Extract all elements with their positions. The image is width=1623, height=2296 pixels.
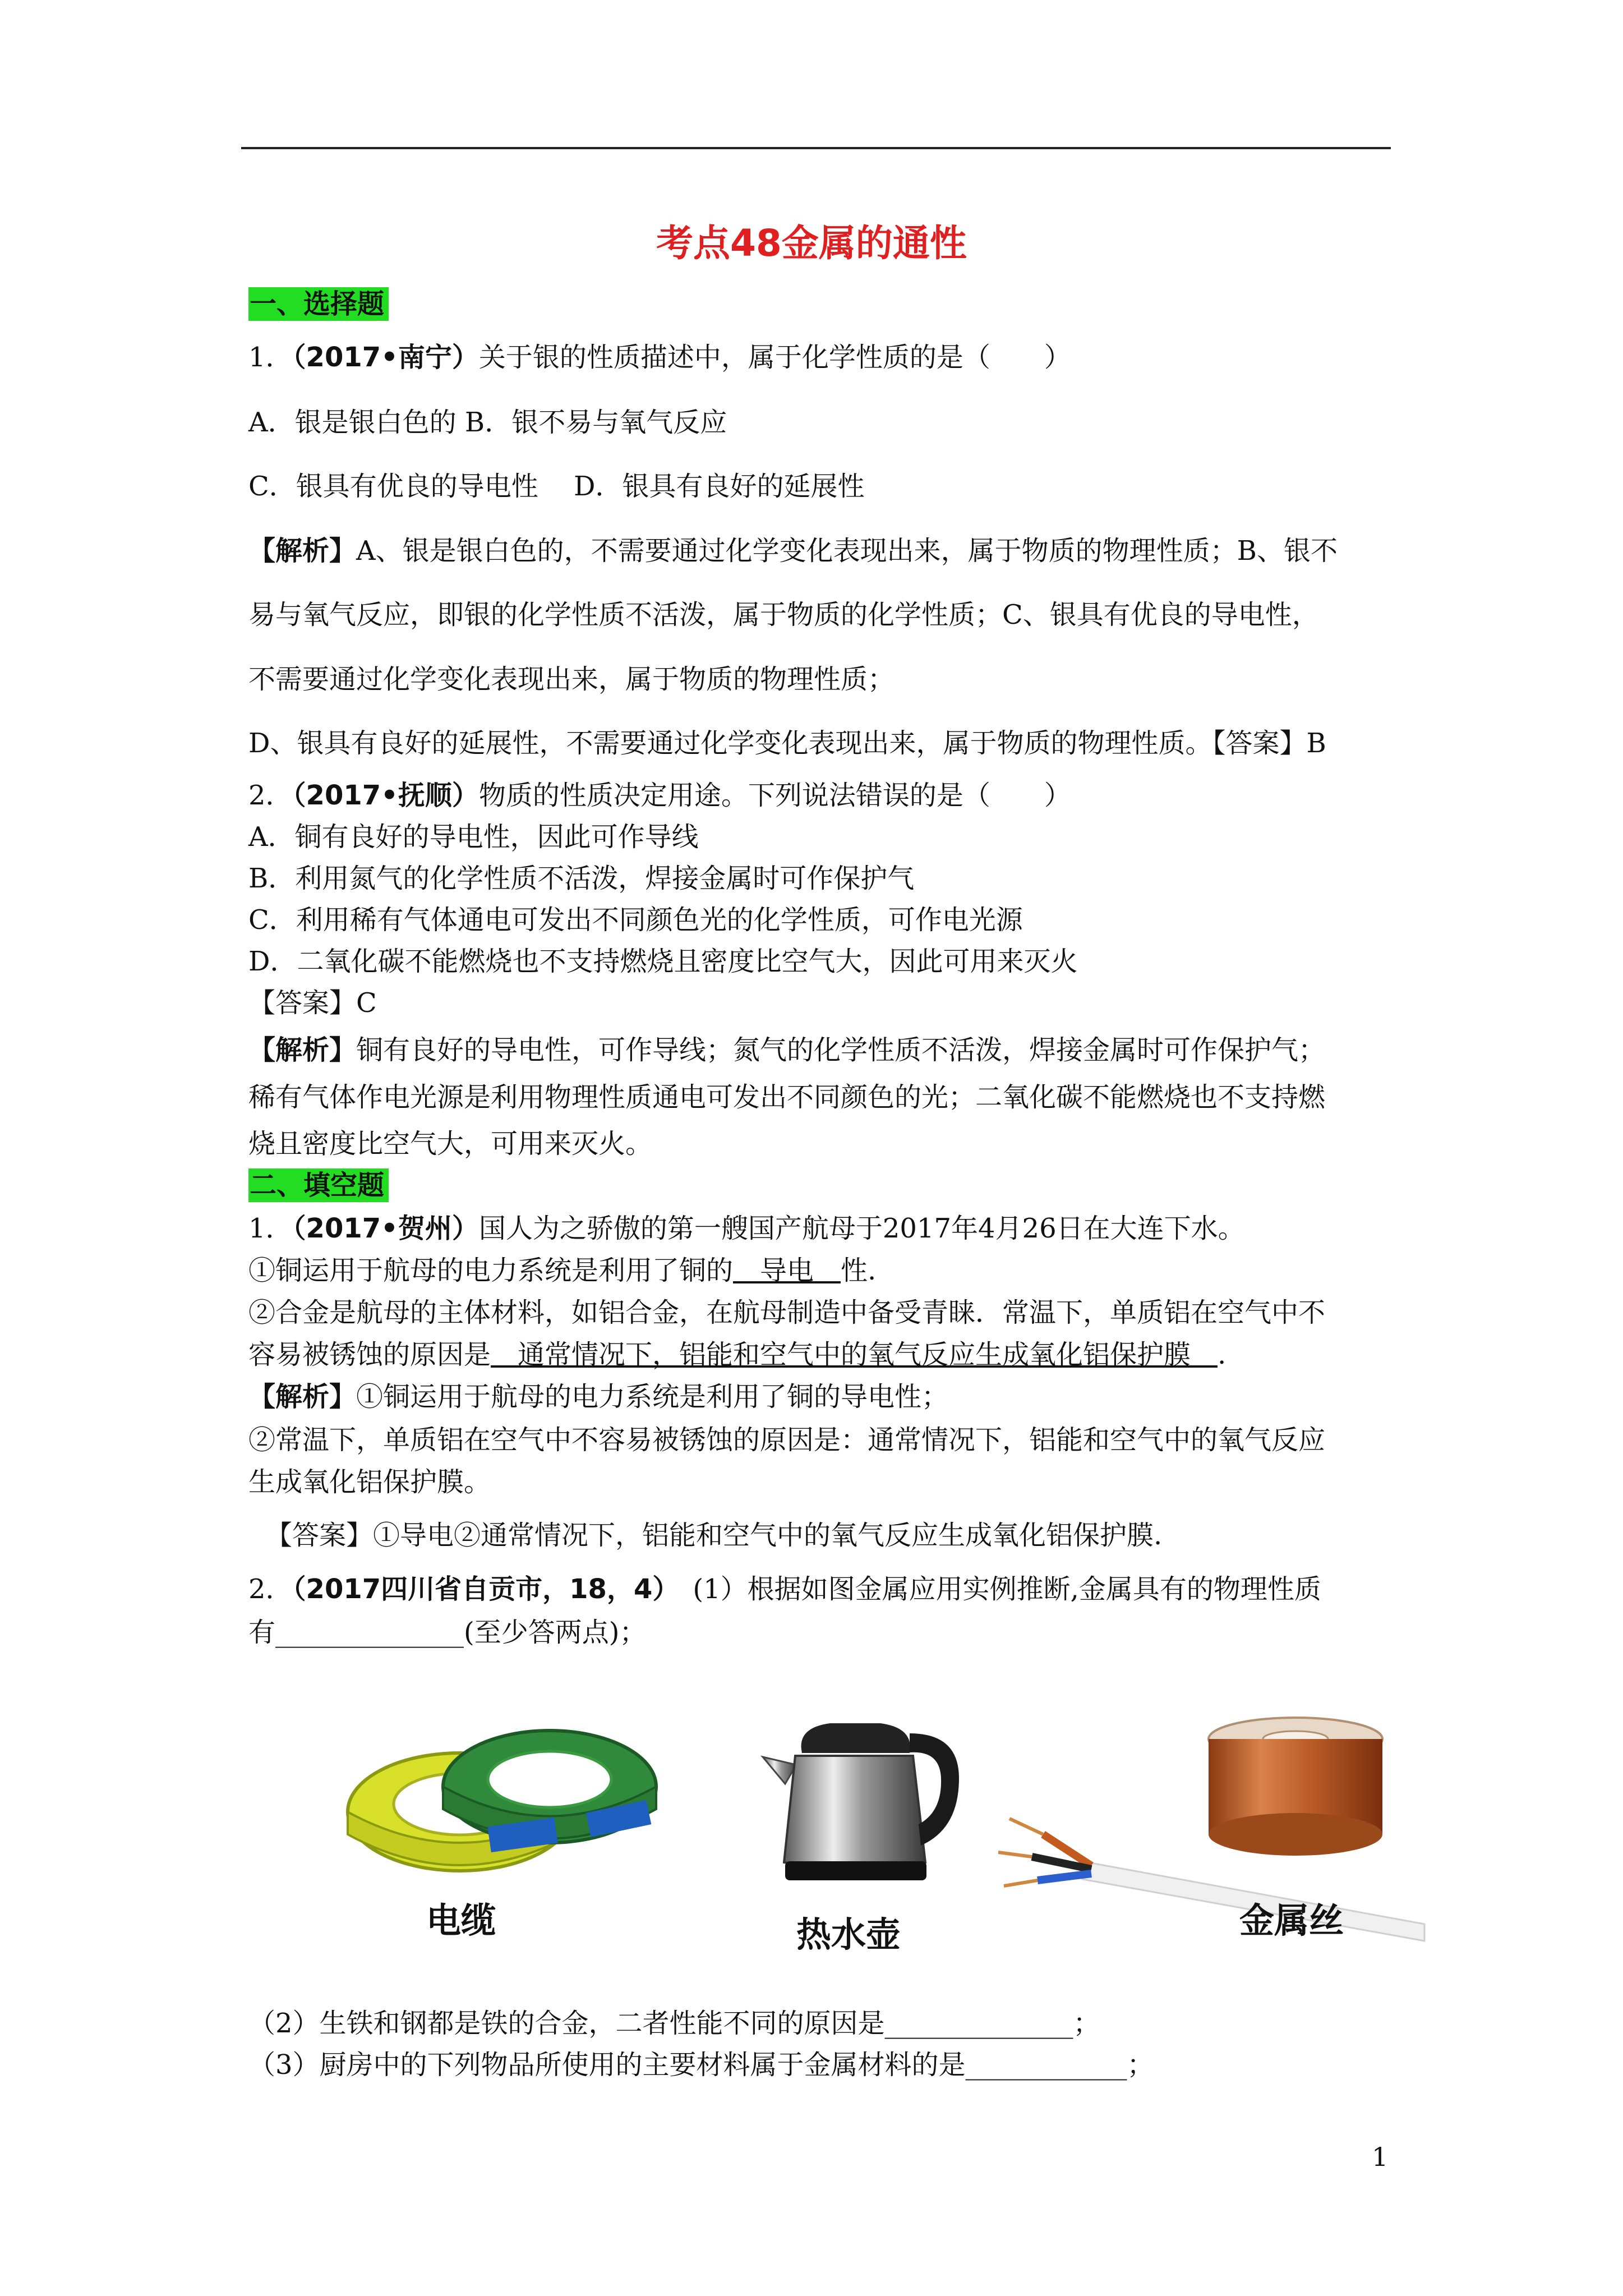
q2-analysis-line-2: 稀有气体作电光源是利用物理性质通电可发出不同颜色的光；二氧化碳不能燃烧也不支持燃	[248, 1082, 1326, 1113]
q1-analysis-tag: 【解析】	[248, 535, 357, 567]
f1-answer: 【答案】①导电②通常情况下，铝能和空气中的氧气反应生成氧化铝保护膜.	[265, 1520, 1163, 1551]
f2-stem-line-2: 有______________(至少答两点)；	[248, 1617, 647, 1648]
q1-analysis-line-4: D、银具有良好的延展性，不需要通过化学变化表现出来，属于物质的物理性质。【答案】B	[248, 728, 1326, 759]
f1-analysis-line-2: ②常温下，单质铝在空气中不容易被锈蚀的原因是：通常情况下，铝能和空气中的氧气反应	[248, 1424, 1326, 1456]
f2-number: 2．	[248, 1573, 293, 1605]
page-title: 考点48金属的通性	[656, 222, 967, 265]
f1-part-2-line-1: ②合金是航母的主体材料，如铝合金，在航母制造中备受青睐．常温下，单质铝在空气中不	[248, 1297, 1326, 1328]
q2-option-a: A．铜有良好的导电性，因此可作导线	[248, 821, 699, 853]
f2-stem-1: (1）根据如图金属应用实例推断,金属具有的物理性质	[666, 1573, 1321, 1605]
section-fill-heading: 二、填空题	[248, 1168, 389, 1202]
q2-analysis-line-3: 烧且密度比空气大，可用来灭火。	[248, 1128, 653, 1159]
copper-wire-image	[998, 1718, 1424, 1941]
f1-stem-line	[248, 1212, 1245, 1245]
q1-options-cd: C．银具有优良的导电性 D．银具有良好的延展性	[248, 471, 865, 502]
q1-analysis-line-1	[248, 534, 1338, 568]
f1-part-1-prefix: ①铜运用于航母的电力系统是利用了铜的	[248, 1255, 734, 1286]
kettle-image	[763, 1723, 959, 1880]
f1-part-1	[248, 1254, 876, 1287]
f1-number: 1．	[248, 1213, 293, 1244]
f1-analysis-line-3: 生成氧化铝保护膜。	[248, 1466, 491, 1498]
q1-analysis-line-2: 易与氧气反应，即银的化学性质不活泼，属于物质的化学性质；C、银具有优良的导电性，	[248, 599, 1319, 631]
q2-analysis-line-1	[248, 1033, 1325, 1067]
q1-source: （2017•南宁）	[292, 342, 479, 373]
f2-question-2: （2）生铁和钢都是铁的合金，二者性能不同的原因是______________；	[248, 2008, 1100, 2039]
f1-part-2-suffix: .	[1218, 1339, 1227, 1370]
q1-analysis-text-1: A、银是银白色的，不需要通过化学变化表现出来，属于物质的物理性质；B、银不	[356, 535, 1338, 567]
f2-source: （2017四川省自贡市，18，4）	[292, 1573, 666, 1605]
f1-analysis-text-1: ①铜运用于航母的电力系统是利用了铜的导电性；	[356, 1381, 949, 1412]
q2-source: （2017•抚顺）	[292, 780, 479, 811]
section-choice-heading: 一、选择题	[248, 287, 389, 321]
q2-option-b: B．利用氮气的化学性质不活泼，焊接金属时可作保护气	[248, 863, 915, 894]
cable-coil-image	[348, 1731, 656, 1871]
q1-number: 1．	[248, 342, 293, 373]
f1-source: （2017•贺州）	[292, 1213, 479, 1244]
f1-part-1-suffix: 性.	[841, 1255, 877, 1286]
q2-analysis-text-1: 铜有良好的导电性，可作导线；氮气的化学性质不活泼，焊接金属时可作保护气；	[356, 1034, 1326, 1066]
f2-question-3: （3）厨房中的下列物品所使用的主要材料属于金属材料的是____________；	[248, 2049, 1154, 2081]
metal-applications-figure	[314, 1694, 1436, 1975]
header-rule	[241, 147, 1391, 149]
q2-stem-line	[248, 779, 1071, 812]
q1-stem: 关于银的性质描述中，属于化学性质的是（ ）	[478, 342, 1071, 373]
caption-metal-wire: 金属丝	[1239, 1900, 1344, 1941]
q2-stem: 物质的性质决定用途。下列说法错误的是（ ）	[478, 780, 1071, 811]
f1-stem: 国人为之骄傲的第一艘国产航母于2017年4月26日在大连下水。	[478, 1213, 1245, 1244]
q2-option-d: D．二氧化碳不能燃烧也不支持燃烧且密度比空气大，因此可用来灭火	[248, 946, 1078, 977]
q2-analysis-tag: 【解析】	[248, 1034, 357, 1066]
q1-options-ab: A．银是银白色的 B．银不易与氧气反应	[248, 407, 727, 438]
f1-analysis-tag: 【解析】	[248, 1381, 357, 1412]
q1-stem-line	[248, 341, 1071, 374]
f1-analysis-line-1	[248, 1380, 948, 1414]
f1-part-2-prefix: 容易被锈蚀的原因是	[248, 1339, 491, 1370]
q2-answer: 【答案】C	[248, 987, 377, 1019]
f1-part-1-answer: 导电	[733, 1255, 841, 1286]
f2-stem-line-1	[248, 1572, 1321, 1606]
q1-analysis-line-3: 不需要通过化学变化表现出来，属于物质的物理性质；	[248, 664, 895, 695]
f1-part-2-answer: 通常情况下，铝能和空气中的氧气反应生成氧化铝保护膜	[491, 1339, 1218, 1370]
caption-cable: 电缆	[426, 1900, 496, 1941]
q2-number: 2．	[248, 780, 293, 811]
caption-kettle: 热水壶	[796, 1914, 901, 1955]
f1-part-2-line-2	[248, 1338, 1226, 1372]
page-number: 1	[1372, 2142, 1389, 2172]
q2-option-c: C．利用稀有气体通电可发出不同颜色光的化学性质，可作电光源	[248, 904, 1023, 936]
